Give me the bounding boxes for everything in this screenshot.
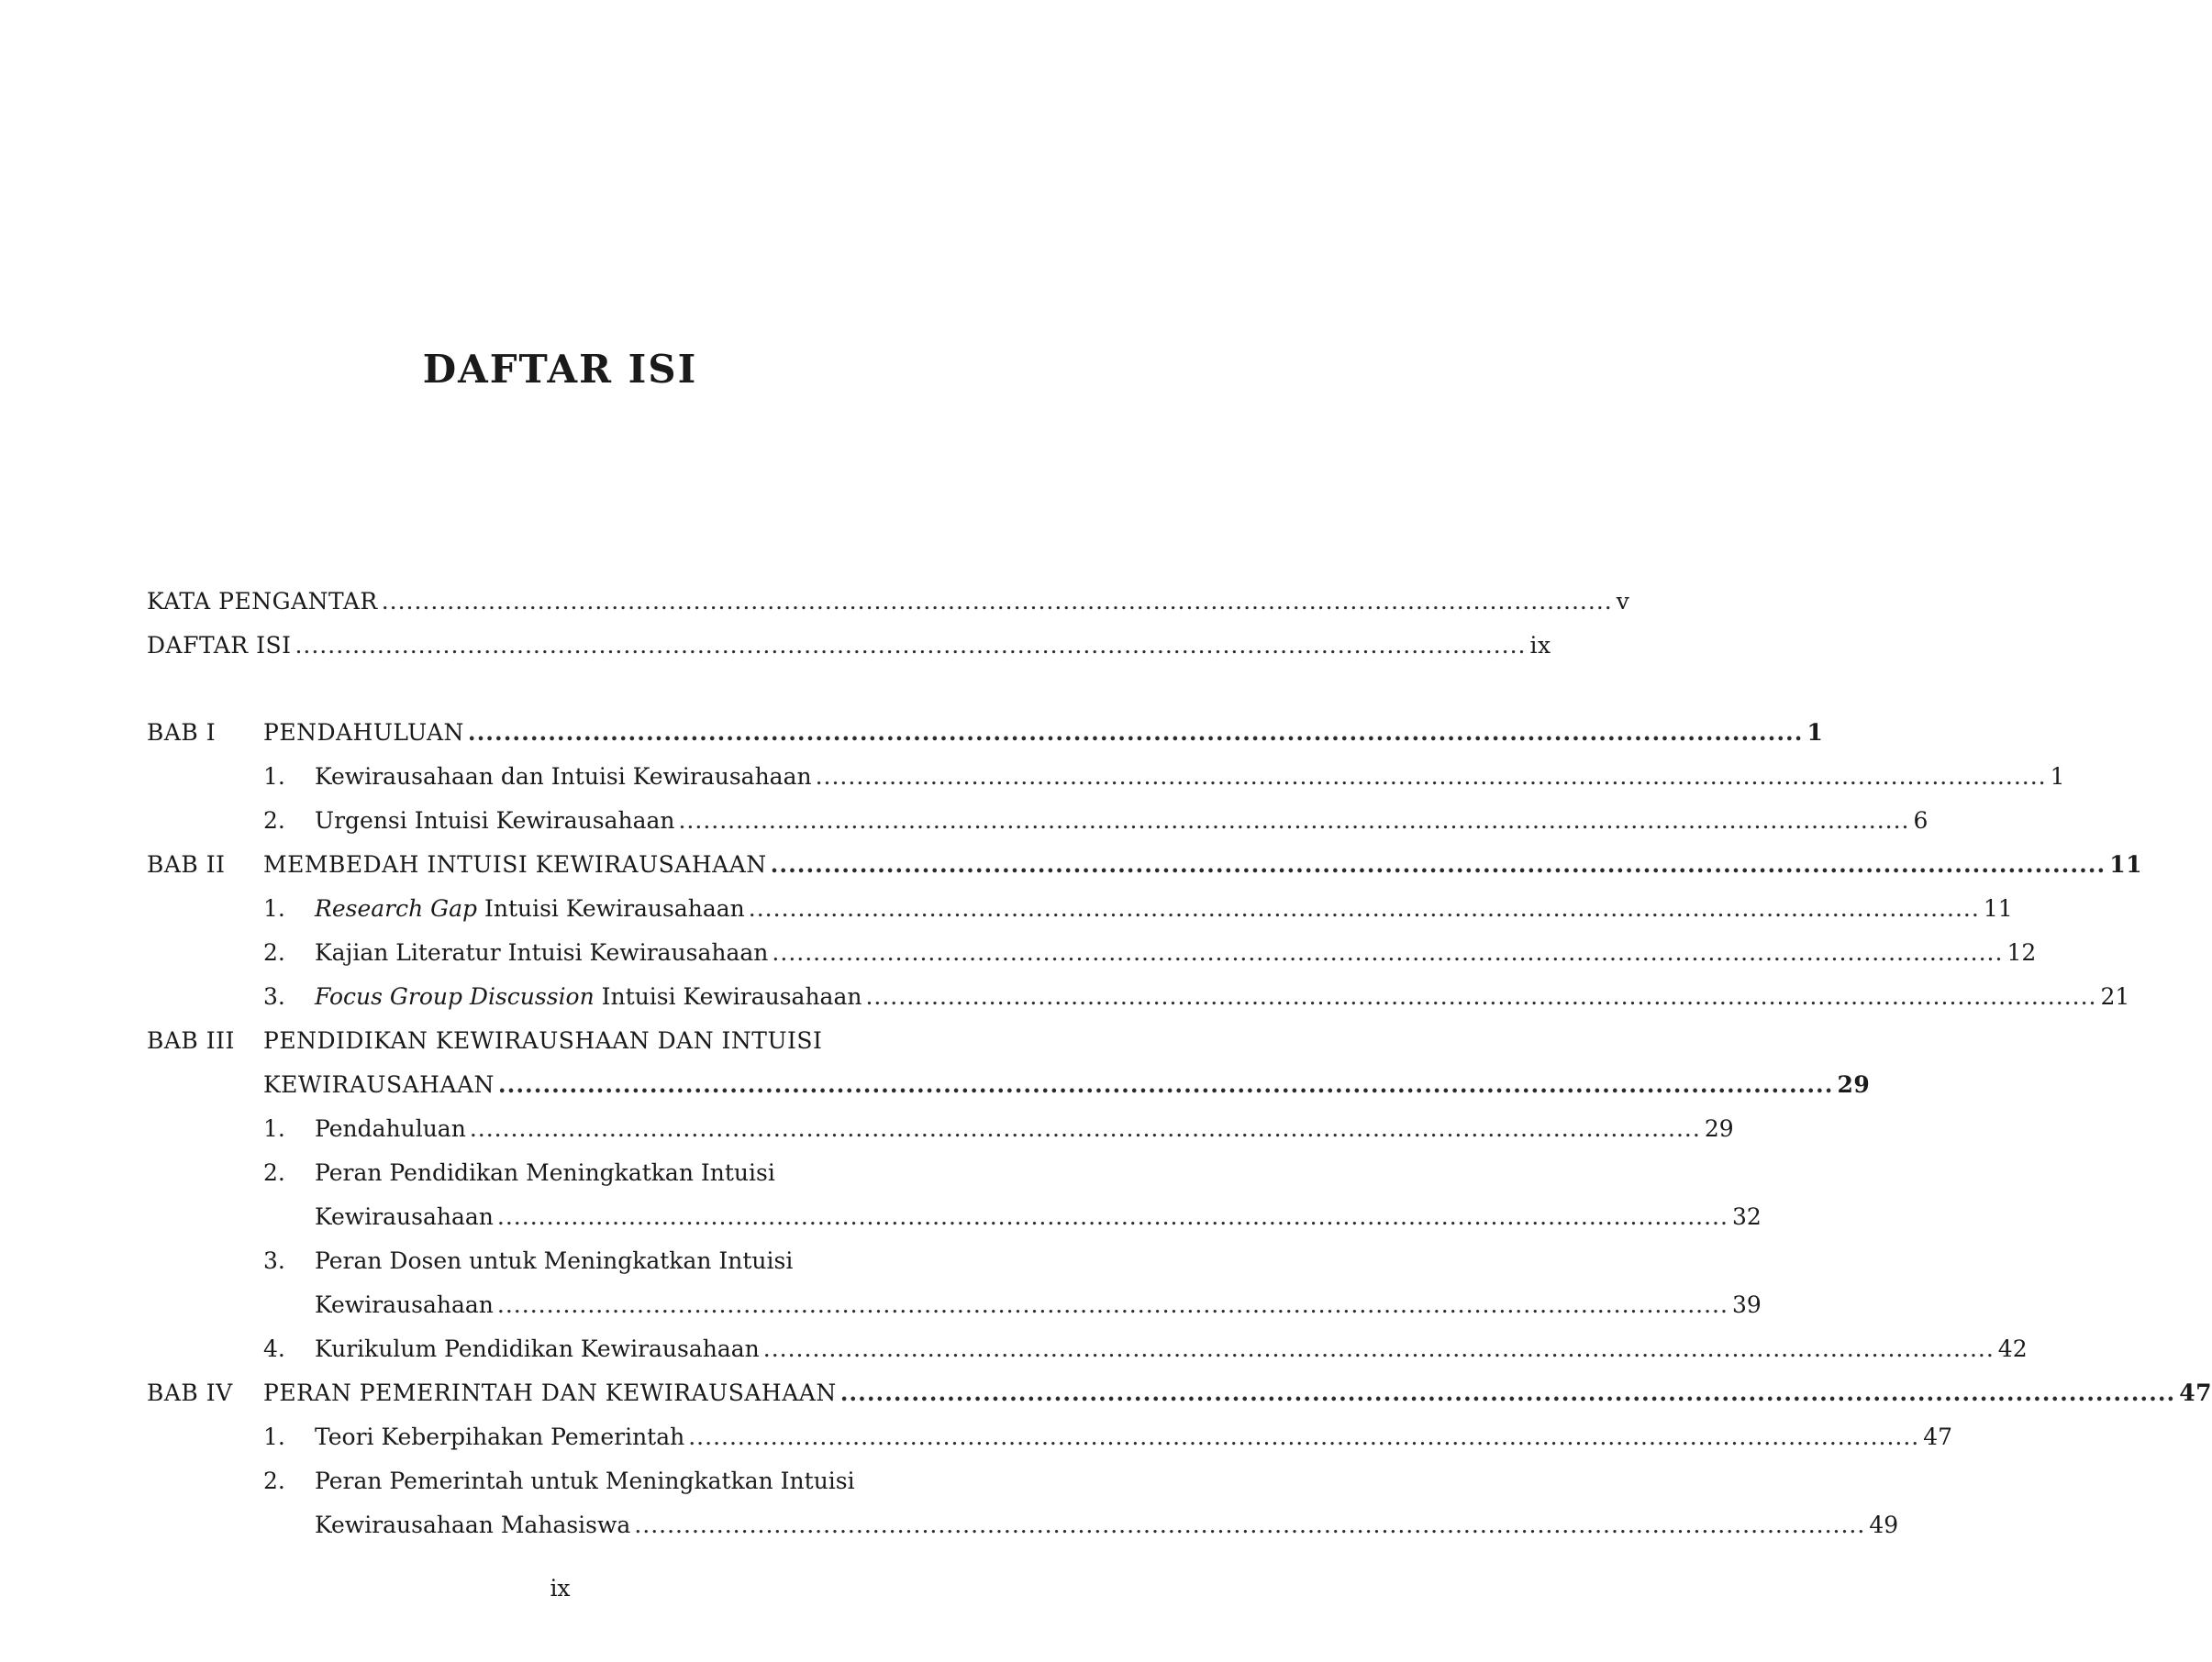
subentry-number: 1. — [263, 1424, 285, 1450]
chapter-label: BAB I — [147, 719, 217, 746]
toc-entry-title: Kewirausahaan — [315, 1203, 494, 1230]
toc-chapter-bab-4[interactable] — [147, 1371, 2212, 1415]
subentry-number: 4. — [263, 1335, 285, 1362]
toc-entry-title: Kajian Literatur Intuisi Kewirausahaan — [315, 939, 769, 966]
toc-entry-title: Kurikulum Pendidikan Kewirausahaan — [315, 1335, 760, 1362]
toc-page-number: 21 — [2100, 983, 2130, 1010]
chapter-label: BAB II — [147, 851, 226, 878]
toc-page-number: v — [1616, 588, 1630, 615]
toc-subentry-cont[interactable] — [147, 1195, 1762, 1239]
toc-page-number: 6 — [1913, 807, 1929, 834]
toc-entry-title: Intuisi Kewirausahaan — [594, 983, 862, 1010]
dot-leader: ...................................................................................................................................................... — [770, 851, 2106, 878]
dot-leader: ...................................................................................................................................................... — [815, 763, 2047, 790]
subentry-number: 3. — [263, 1247, 285, 1274]
toc-entry-title: PENDAHULUAN — [263, 719, 464, 746]
dot-leader: ...................................................................................................................................................... — [748, 895, 1980, 922]
toc-subentry[interactable] — [147, 799, 1929, 843]
dot-leader: ...................................................................................................................................................... — [634, 1512, 1866, 1538]
toc-entry-title: Kewirausahaan Mahasiswa — [315, 1512, 631, 1538]
toc-subentry[interactable] — [147, 887, 2013, 931]
toc-subentry[interactable] — [147, 975, 2130, 1019]
chapter-label: BAB III — [147, 1027, 235, 1054]
dot-leader: ...................................................................................................................................................... — [467, 719, 1804, 746]
toc-page-number: 47 — [1923, 1424, 1953, 1450]
toc-entry-title: PERAN PEMERINTAH DAN KEWIRAUSAHAAN — [263, 1379, 837, 1406]
toc-entry-title: Intuisi Kewirausahaan — [477, 895, 745, 922]
dot-leader: ...................................................................................................................................................... — [678, 807, 1910, 834]
dot-leader: ...................................................................................................................................................... — [381, 588, 1613, 615]
toc-page-number: 42 — [1997, 1335, 2028, 1362]
toc-page-number: 11 — [1983, 895, 2013, 922]
toc-page-number: ix — [1529, 632, 1551, 659]
subentry-number: 2. — [263, 1159, 285, 1186]
toc-entry-title: Teori Keberpihakan Pemerintah — [315, 1424, 685, 1450]
dot-leader: ...................................................................................................................................................... — [772, 939, 2004, 966]
dot-leader: ...................................................................................................................................................... — [469, 1115, 1701, 1142]
toc-entry-title: Urgensi Intuisi Kewirausahaan — [315, 807, 675, 834]
toc-subentry[interactable] — [147, 1151, 989, 1195]
toc-entry-italic: Research Gap — [315, 895, 478, 922]
toc-entry-title: KATA PENGANTAR — [147, 588, 378, 615]
dot-leader: ...................................................................................................................................................... — [688, 1424, 1920, 1450]
subentry-number: 2. — [263, 939, 285, 966]
page-title: DAFTAR ISI — [422, 347, 698, 392]
toc-entry-title: DAFTAR ISI — [147, 632, 292, 659]
subentry-number: 1. — [263, 1115, 285, 1142]
dot-leader: ...................................................................................................................................................... — [496, 1291, 1728, 1318]
toc-entry-title: Peran Pemerintah untuk Meningkatkan Intuisi — [315, 1468, 855, 1494]
subentry-number: 3. — [263, 983, 285, 1010]
toc-chapter-bab-2[interactable] — [147, 843, 2142, 887]
toc-entry-title: Pendahuluan — [315, 1115, 466, 1142]
toc-chapter-bab-1[interactable] — [147, 711, 1824, 755]
toc-subentry[interactable] — [147, 1327, 2028, 1371]
subentry-number: 2. — [263, 807, 285, 834]
toc-entry-title: KEWIRAUSAHAAN — [263, 1071, 495, 1098]
toc-entry-title: Kewirausahaan — [315, 1291, 494, 1318]
toc-entry-kata-pengantar[interactable] — [147, 580, 1630, 624]
dot-leader: ...................................................................................................................................................... — [839, 1379, 2176, 1406]
toc-page-number: 11 — [2109, 851, 2142, 878]
toc-subentry[interactable] — [147, 1415, 1953, 1459]
subentry-number: 2. — [263, 1468, 285, 1494]
toc-subentry[interactable] — [147, 1239, 989, 1283]
toc-entry-italic: Focus Group Discussion — [315, 983, 595, 1010]
toc-subentry[interactable] — [147, 755, 2065, 799]
toc-entry-title: MEMBEDAH INTUISI KEWIRAUSAHAAN — [263, 851, 767, 878]
toc-entry-title: Peran Pendidikan Meningkatkan Intuisi — [315, 1159, 775, 1186]
subentry-number: 1. — [263, 895, 285, 922]
dot-leader: ...................................................................................................................................................... — [865, 983, 2097, 1010]
toc-subentry-cont[interactable] — [147, 1283, 1762, 1327]
toc-entry-title: Peran Dosen untuk Meningkatkan Intuisi — [315, 1247, 794, 1274]
toc-page-number: 29 — [1704, 1115, 1734, 1142]
toc-chapter-bab-3-cont[interactable] — [147, 1063, 1871, 1107]
toc-chapter-bab-3[interactable] — [147, 1019, 989, 1063]
toc-subentry[interactable] — [147, 931, 2037, 975]
dot-leader: ...................................................................................................................................................... — [496, 1203, 1728, 1230]
toc-entry-daftar-isi[interactable] — [147, 624, 1551, 668]
toc-page-number: 29 — [1837, 1071, 1871, 1098]
toc-entry-title: Kewirausahaan dan Intuisi Kewirausahaan — [315, 763, 812, 790]
toc-entry-title: PENDIDIKAN KEWIRAUSHAAN DAN INTUISI — [263, 1027, 823, 1054]
dot-leader: ...................................................................................................................................................... — [762, 1335, 1995, 1362]
toc-page-number: 12 — [2006, 939, 2037, 966]
toc-subentry-cont[interactable] — [147, 1503, 1899, 1547]
toc-page-number: 32 — [1731, 1203, 1762, 1230]
chapter-label: BAB IV — [147, 1379, 233, 1406]
dot-leader: ...................................................................................................................................................... — [497, 1071, 1834, 1098]
page-number-footer: ix — [550, 1575, 571, 1601]
toc-page-number: 39 — [1731, 1291, 1762, 1318]
toc-page-number: 49 — [1869, 1512, 1899, 1538]
toc-subentry[interactable] — [147, 1459, 989, 1503]
toc-page-number: 47 — [2179, 1379, 2212, 1406]
subentry-number: 1. — [263, 763, 285, 790]
dot-leader: ...................................................................................................................................................... — [295, 632, 1527, 659]
toc-page-number: 1 — [1806, 719, 1824, 746]
toc-subentry[interactable] — [147, 1107, 1734, 1151]
toc-page-number: 1 — [2050, 763, 2065, 790]
